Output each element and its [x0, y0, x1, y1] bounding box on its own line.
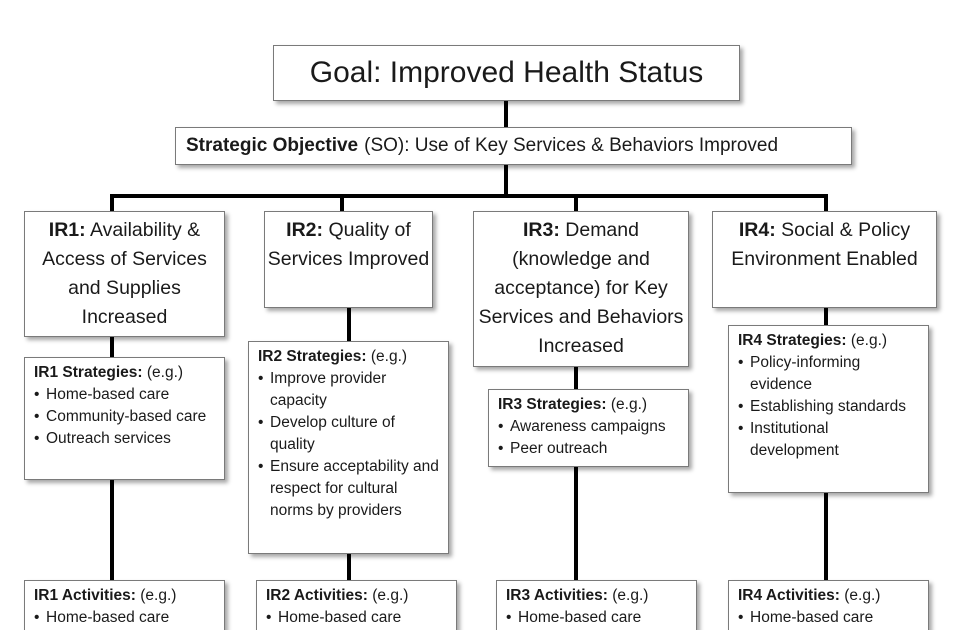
ir1-strategies-eg: (e.g.): [146, 364, 184, 381]
connector-bus-ir2: [340, 194, 344, 212]
ir3-strategies-eg: (e.g.): [610, 396, 648, 413]
ir2-strategies-eg: (e.g.): [370, 348, 408, 365]
ir4-strategies-heading: IR4 Strategies:: [738, 332, 847, 349]
list-item: • Establishing standards: [738, 398, 906, 415]
connector-ir3-activities: [574, 466, 578, 581]
list-item: • Improve provider capacity: [258, 370, 387, 409]
list-item: • Institutional development: [738, 420, 839, 459]
ir1-box: [24, 211, 225, 337]
goal-box: [273, 45, 740, 101]
list-item: • Develop culture of quality: [258, 414, 395, 453]
ir3-strategies-heading: IR3 Strategies:: [498, 396, 607, 413]
ir3-activities-box: [496, 580, 697, 630]
ir2-text: Quality of Services Improved: [267, 219, 430, 270]
ir3-text: Demand (knowledge and acceptance) for Key Services and Behaviors Increased: [478, 219, 684, 357]
ir1-activities-heading: IR1 Activities:: [34, 587, 136, 604]
ir1-activities-box: [24, 580, 225, 630]
goal-label: Goal: Improved Health Status: [309, 56, 704, 89]
strategic-objective-box: [175, 127, 852, 165]
connector-ir2-activities: [347, 553, 351, 581]
ir1-activities-eg: (e.g.): [140, 587, 177, 604]
connector-ir1-activities: [110, 479, 114, 581]
ir3-label: IR3:: [523, 219, 560, 241]
ir4-box: [712, 211, 937, 308]
connector-goal-so: [504, 100, 508, 128]
connector-so-bus: [504, 164, 508, 196]
ir2-activities-box: [256, 580, 457, 630]
list-item: • Home-based care: [738, 609, 874, 626]
list-item: • Outreach services: [34, 430, 171, 447]
ir3-strategies-box: [488, 389, 689, 467]
list-item: • Home-based care: [34, 609, 170, 626]
ir1-strategies-box: [24, 357, 225, 480]
ir2-box: [264, 211, 433, 308]
ir1-label: IR1:: [48, 219, 86, 241]
ir4-activities-box: [728, 580, 929, 630]
so-text: (SO): Use of Key Services & Behaviors Improved: [364, 135, 779, 156]
ir1-strategies-heading: IR1 Strategies:: [34, 364, 143, 381]
ir4-text: Social & Policy Environment Enabled: [731, 219, 918, 270]
list-item: • Home-based care: [34, 386, 170, 403]
list-item: • Community-based care: [34, 408, 207, 425]
ir4-activities-heading: IR4 Activities:: [738, 587, 840, 604]
list-item: • Home-based care: [506, 609, 642, 626]
so-bold-label: Strategic Objective: [186, 135, 359, 156]
ir2-strategies-heading: IR2 Strategies:: [258, 348, 367, 365]
ir3-activities-eg: (e.g.): [612, 587, 649, 604]
list-item: • Peer outreach: [498, 440, 608, 457]
connector-ir4-activities: [824, 492, 828, 581]
connector-ir3-strategies: [574, 366, 578, 390]
list-item: • Policy-informing evidence: [738, 354, 861, 393]
connector-ir1-strategies: [110, 336, 114, 358]
ir2-label: IR2:: [286, 219, 324, 241]
connector-ir2-strategies: [347, 306, 351, 342]
ir4-strategies-box: [728, 325, 929, 493]
ir1-text: Availability & Access of Services and Supplies Increased: [42, 219, 207, 328]
list-item: • Home-based care: [266, 609, 402, 626]
connector-horizontal-bus: [110, 194, 828, 198]
ir2-activities-eg: (e.g.): [372, 587, 409, 604]
list-item: • Ensure acceptability and respect for cultural norms by providers: [258, 458, 439, 519]
connector-bus-ir3: [574, 194, 578, 212]
ir3-activities-heading: IR3 Activities:: [506, 587, 608, 604]
connector-bus-ir4: [824, 194, 828, 212]
ir4-label: IR4:: [738, 219, 776, 241]
ir2-strategies-box: [248, 341, 449, 554]
ir2-activities-heading: IR2 Activities:: [266, 587, 368, 604]
ir3-box: [473, 211, 689, 367]
connector-bus-ir1: [110, 194, 114, 212]
ir4-activities-eg: (e.g.): [844, 587, 881, 604]
list-item: • Awareness campaigns: [498, 418, 666, 435]
ir4-strategies-eg: (e.g.): [850, 332, 888, 349]
connector-ir4-strategies: [824, 306, 828, 326]
